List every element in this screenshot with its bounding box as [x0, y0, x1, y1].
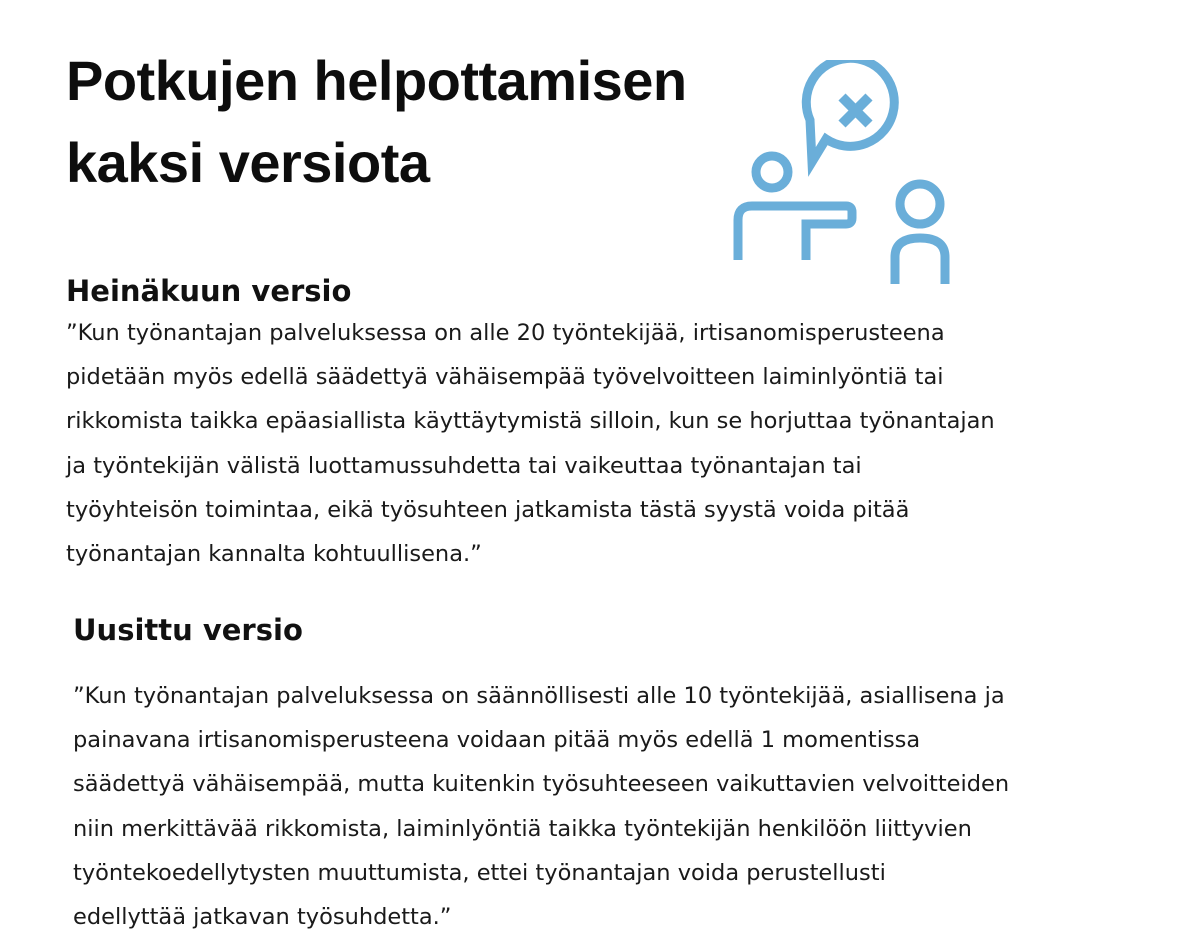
- body-line: työyhteisön toimintaa, eikä työsuhteen jatkamista tästä syystä voida pitää: [66, 496, 910, 523]
- close-icon: [842, 97, 869, 124]
- section-heading: Heinäkuun versio: [66, 274, 352, 308]
- section-heading: Uusittu versio: [73, 613, 303, 647]
- body-line: painavana irtisanomisperusteena voidaan pitää myös edellä 1 momentissa: [73, 727, 921, 754]
- title-line-2: kaksi versiota: [66, 131, 430, 194]
- body-line: rikkomista taikka epäasiallista käyttäytymistä silloin, kun se horjuttaa työnantajan: [66, 408, 995, 435]
- person-left-body-icon: [738, 206, 852, 260]
- person-right-head-icon: [900, 184, 940, 224]
- section-body: [73, 674, 1183, 939]
- dismissal-people-icon: [720, 60, 970, 290]
- page-title: [66, 40, 706, 204]
- section-july-version: [66, 273, 1176, 576]
- dismissal-illustration: [720, 60, 970, 290]
- body-line: ja työntekijän välistä luottamussuhdetta tai vaikeuttaa työnantajan tai: [66, 452, 862, 479]
- person-left-head-icon: [756, 156, 788, 188]
- body-line: työnantajan kannalta kohtuullisena.”: [66, 541, 482, 568]
- body-line: säädettyä vähäisempää, mutta kuitenkin työsuhteeseen vaikuttavien velvoitteiden: [73, 771, 1010, 798]
- body-line: työntekoedellytysten muuttumista, ettei työnantajan voida perustellusti: [73, 859, 886, 886]
- body-line: pidetään myös edellä säädettyä vähäisempää työvelvoitteen laiminlyöntiä tai: [66, 364, 944, 391]
- body-line: niin merkittävää rikkomista, laiminlyöntiä taikka työntekijän henkilöön liittyvien: [73, 815, 972, 842]
- title-line-1: Potkujen helpottamisen: [66, 49, 687, 112]
- section-revised-version: [73, 612, 1183, 939]
- body-line: edellyttää jatkavan työsuhdetta.”: [73, 904, 452, 931]
- section-body: [66, 311, 1176, 576]
- body-line: ”Kun työnantajan palveluksessa on säännöllisesti alle 10 työntekijää, asiallisena ja: [73, 683, 1005, 709]
- body-line: ”Kun työnantajan palveluksessa on alle 20 työntekijää, irtisanomisperusteena: [66, 320, 945, 346]
